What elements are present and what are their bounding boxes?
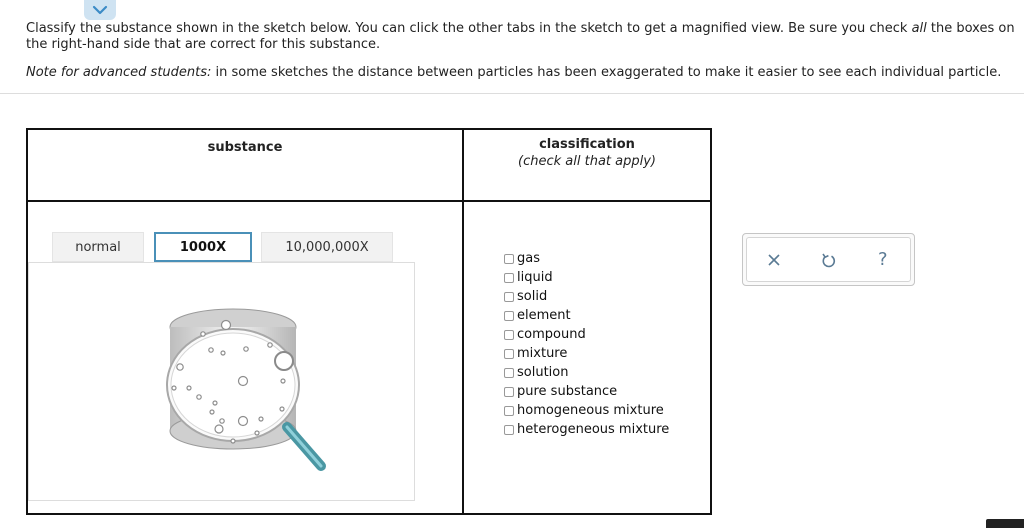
option-solution[interactable]: [504, 363, 669, 382]
option-label: solution: [517, 365, 569, 380]
option-solid[interactable]: [504, 287, 669, 306]
option-element[interactable]: [504, 306, 669, 325]
option-label: compound: [517, 327, 586, 342]
option-liquid[interactable]: [504, 268, 669, 287]
substance-header: substance: [207, 140, 283, 155]
toolbar-buttons: [746, 237, 911, 282]
instruction-text: Classify the substance shown in the sketch below. You can click the other tabs in the sketch to get a magnified view. Be sure you check all the boxes on the right-hand side that are correct for this substance.: [26, 21, 1015, 52]
option-label: pure substance: [517, 384, 618, 399]
tab-normal[interactable]: normal: [52, 232, 144, 262]
checkbox[interactable]: [504, 368, 514, 378]
checkbox[interactable]: [504, 349, 514, 359]
checkbox[interactable]: [504, 406, 514, 416]
option-pure-substance[interactable]: [504, 382, 669, 401]
option-label: gas: [517, 251, 540, 266]
column-divider: [462, 130, 464, 513]
checkbox[interactable]: [504, 273, 514, 283]
corner-widget[interactable]: [986, 519, 1024, 528]
help-button[interactable]: [868, 245, 898, 275]
option-label: element: [517, 308, 571, 323]
checkbox[interactable]: [504, 311, 514, 321]
answer-toolbar: [742, 233, 915, 286]
checkbox[interactable]: [504, 387, 514, 397]
option-compound[interactable]: [504, 325, 669, 344]
classification-title: classification: [539, 137, 635, 152]
option-heterogeneous-mixture[interactable]: [504, 420, 669, 439]
option-label: heterogeneous mixture: [517, 422, 670, 437]
clear-button[interactable]: [759, 245, 789, 275]
checkbox[interactable]: [504, 330, 514, 340]
header-divider: [28, 200, 710, 202]
option-mixture[interactable]: [504, 344, 669, 363]
option-homogeneous-mixture[interactable]: [504, 401, 669, 420]
advanced-note: Note for advanced students: in some sketches the distance between particles has been exaggerated to make it easier to see each individual particle.: [26, 65, 1002, 80]
option-label: homogeneous mixture: [517, 403, 664, 418]
tab-1000x[interactable]: 1000X: [154, 232, 252, 262]
close-icon: [767, 253, 781, 267]
chevron-down-icon: [92, 5, 108, 15]
checkbox[interactable]: [504, 425, 514, 435]
magnifier-sketch: [29, 263, 414, 500]
divider: [0, 93, 1024, 94]
sketch-panel: [28, 262, 415, 501]
option-label: liquid: [517, 270, 553, 285]
checkbox[interactable]: [504, 254, 514, 264]
option-gas[interactable]: [504, 249, 669, 268]
checkbox[interactable]: [504, 292, 514, 302]
collapse-toggle[interactable]: [84, 0, 116, 20]
classification-table: [26, 128, 712, 515]
classification-header: [464, 136, 710, 170]
option-label: solid: [517, 289, 548, 304]
option-label: mixture: [517, 346, 568, 361]
undo-icon: [820, 252, 836, 268]
classification-options: [504, 249, 669, 439]
tab-10000000x[interactable]: 10,000,000X: [261, 232, 393, 262]
instructions: [26, 21, 1021, 81]
classification-subtitle: (check all that apply): [518, 154, 656, 169]
undo-button[interactable]: [813, 245, 843, 275]
help-icon: ?: [878, 249, 888, 270]
